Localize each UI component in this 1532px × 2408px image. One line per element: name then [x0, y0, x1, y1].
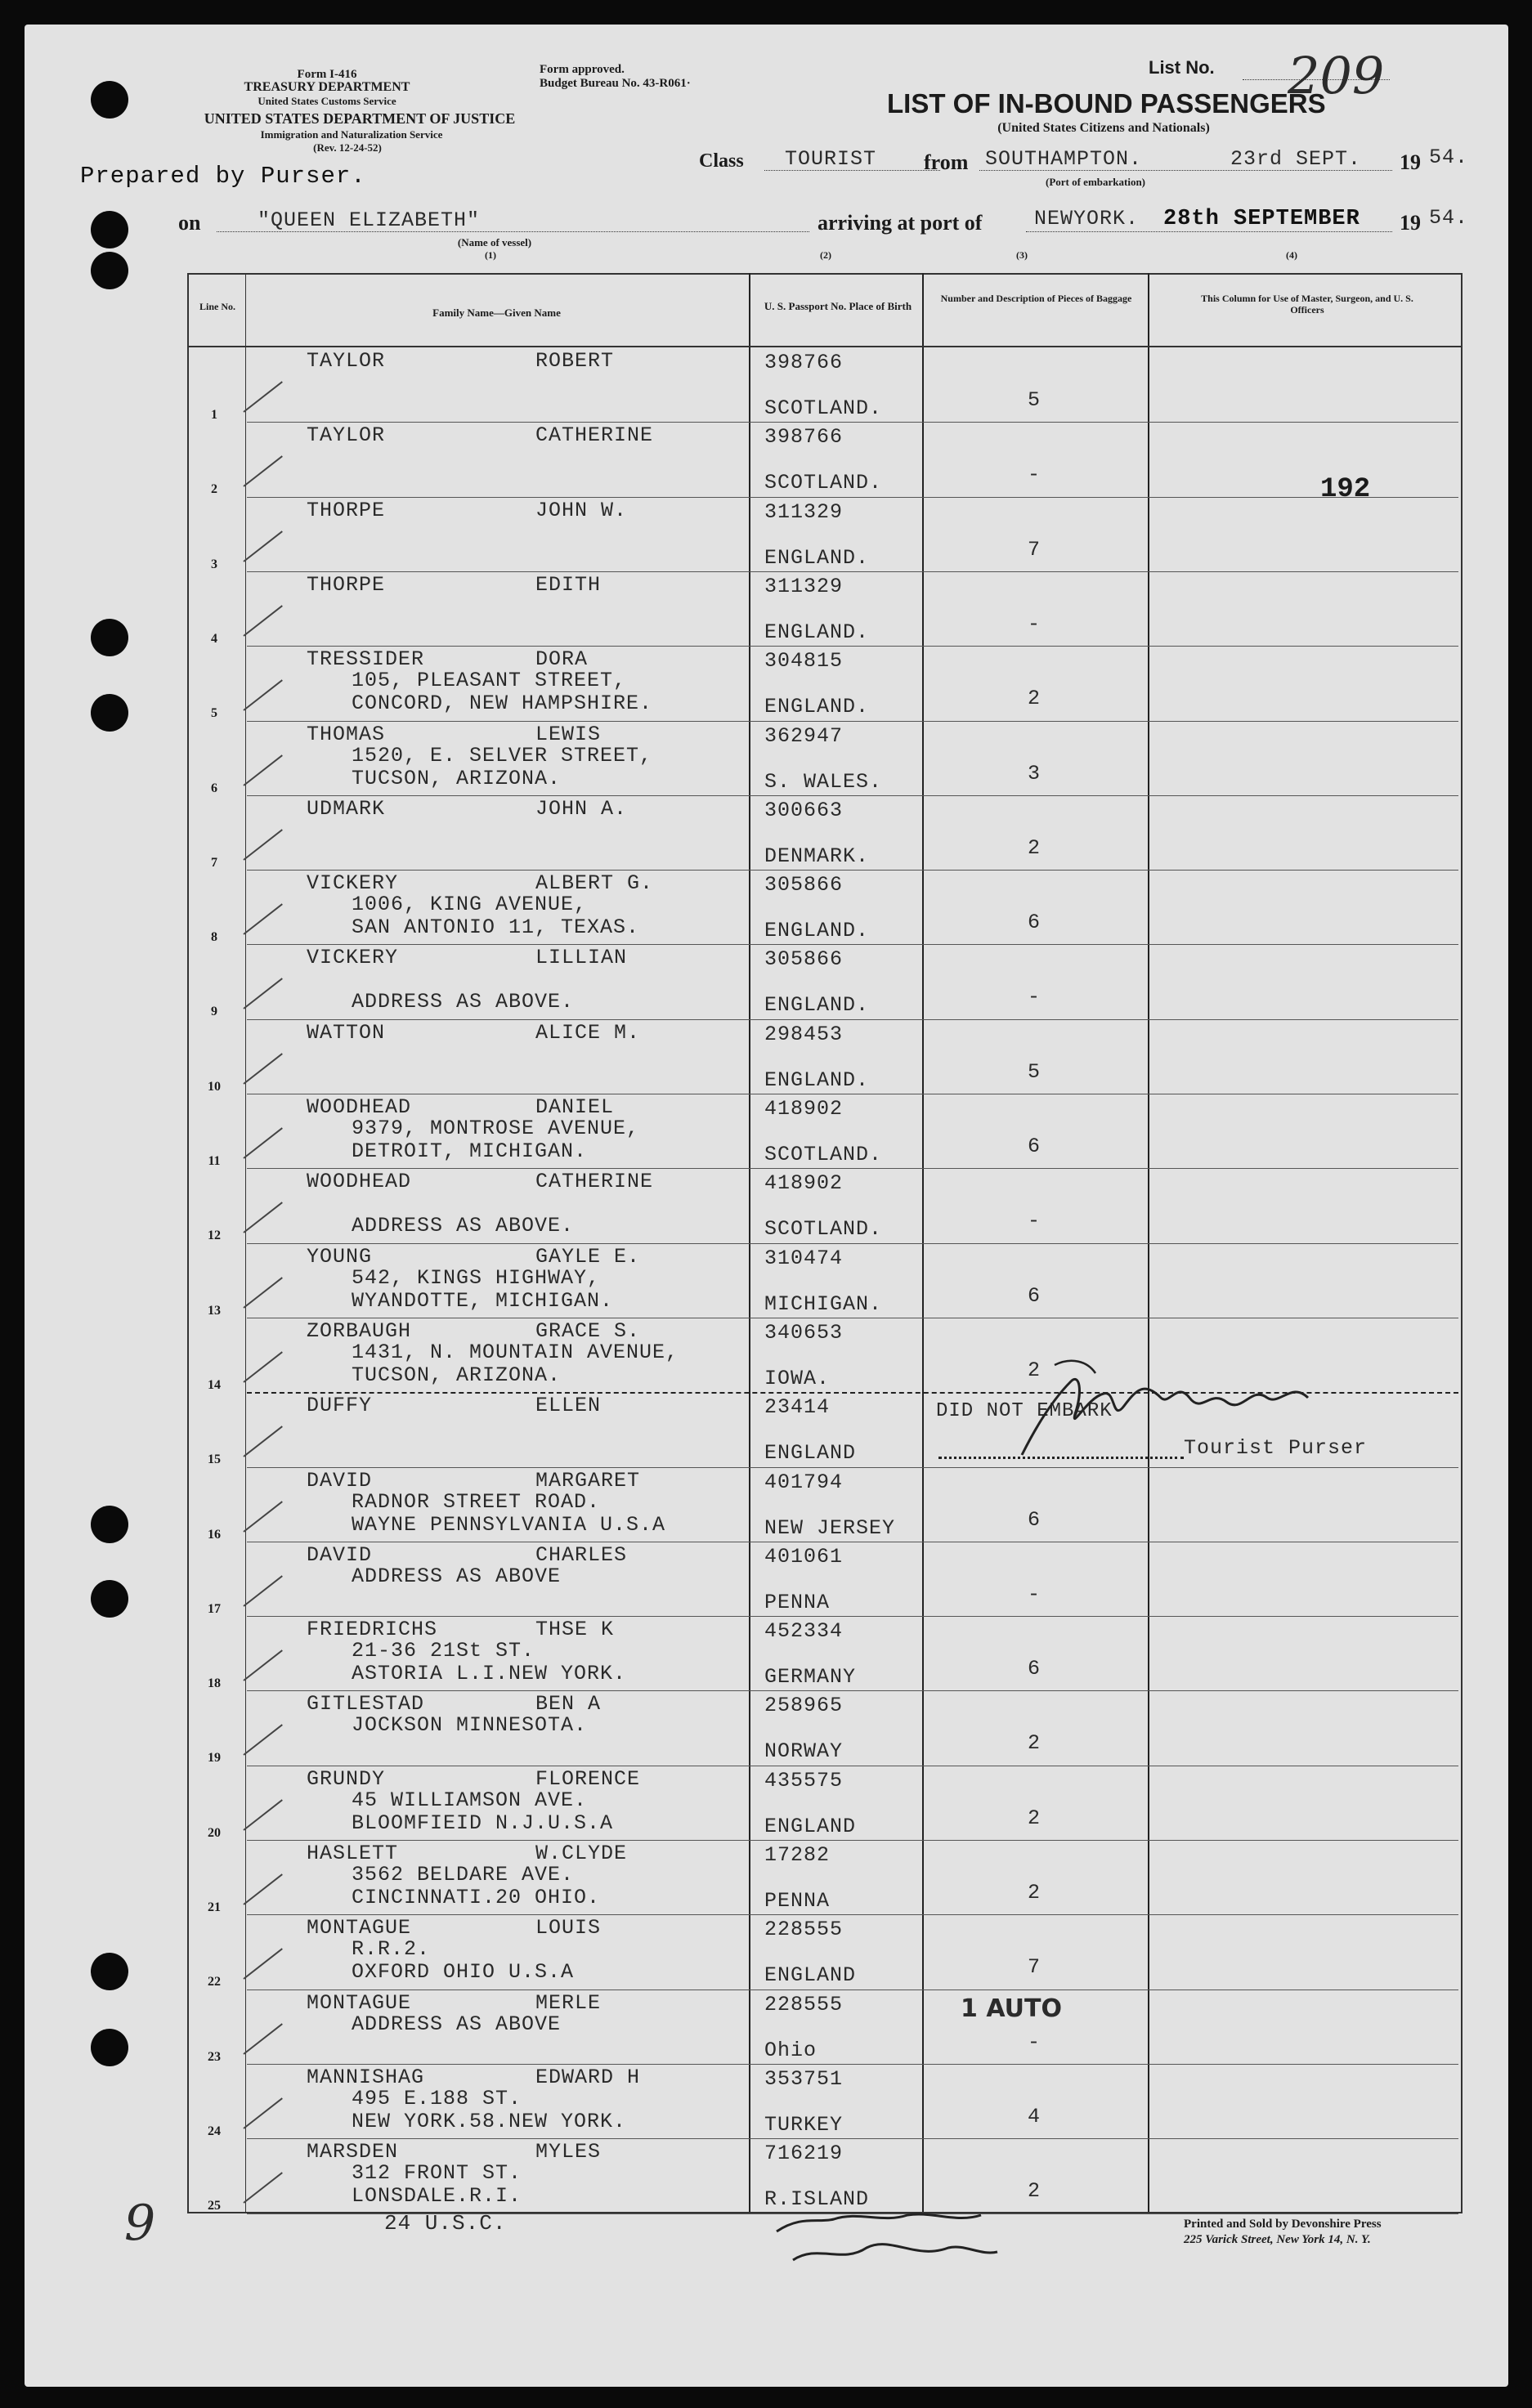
departure-date: 23rd SEPT.: [1230, 147, 1362, 171]
row-separator: [247, 497, 1458, 498]
passport-number: 401061: [764, 1544, 844, 1569]
budget-bureau: Budget Bureau No. 43-R061·: [540, 77, 691, 90]
baggage-count: 2: [1027, 2179, 1041, 2204]
family-name: THORPE: [307, 498, 386, 522]
passport-number: 17282: [764, 1843, 831, 1867]
document-title: LIST OF IN-BOUND PASSENGERS: [887, 88, 1326, 119]
binder-hole-icon: [91, 1506, 128, 1543]
passport-number: 311329: [764, 574, 844, 598]
given-name: CATHERINE: [535, 423, 654, 448]
baggage-count: 6: [1027, 1507, 1041, 1532]
ins-service: Immigration and Naturalization Service: [260, 128, 443, 141]
address-line-1: 105, PLEASANT STREET,: [352, 669, 627, 693]
col-header-baggage: Number and Description of Pieces of Baggage: [940, 293, 1132, 304]
address-line-1: 1431, N. MOUNTAIN AVENUE,: [352, 1340, 679, 1364]
place-of-birth: ENGLAND.: [764, 919, 870, 943]
given-name: BEN A: [535, 1692, 602, 1716]
class-label: Class: [699, 150, 744, 172]
line-number: 2: [211, 482, 217, 497]
address-line-2: TUCSON, ARIZONA.: [352, 766, 562, 790]
did-not-embark: DID NOT EMBARK: [936, 1400, 1113, 1422]
line-number: 20: [208, 1825, 221, 1840]
line-number: 8: [211, 930, 217, 945]
row-separator: [247, 944, 1458, 945]
address-line-2: LONSDALE.R.I.: [352, 2184, 522, 2209]
printer-line2: 225 Varick Street, New York 14, N. Y.: [1184, 2233, 1371, 2246]
revision-date: (Rev. 12-24-52): [313, 141, 382, 154]
baggage-count: 7: [1027, 1955, 1041, 1980]
binder-hole-icon: [91, 619, 128, 656]
given-name: ROBERT: [535, 349, 615, 373]
passport-number: 340653: [764, 1320, 844, 1345]
baggage-count: 2: [1027, 1731, 1041, 1756]
place-of-birth: ENGLAND.: [764, 695, 870, 719]
address-line-1: RADNOR STREET ROAD.: [352, 1489, 601, 1514]
baggage-count: 2: [1027, 1358, 1041, 1382]
row-separator: [247, 1690, 1458, 1691]
address-line-2: ADDRESS AS ABOVE.: [352, 990, 575, 1014]
place-of-birth: ENGLAND.: [764, 1067, 870, 1092]
passport-number: 304815: [764, 649, 844, 674]
family-name: UDMARK: [307, 796, 386, 821]
given-name: EDITH: [535, 572, 602, 597]
address-line-2: CONCORD, NEW HAMPSHIRE.: [352, 692, 653, 716]
address-line-2: BLOOMFIEID N.J.U.S.A: [352, 1810, 614, 1835]
arrival-year-prefix: 19: [1400, 211, 1421, 235]
address-line-2: OXFORD OHIO U.S.A: [352, 1960, 575, 1985]
auto-note: 1 AUTO: [961, 1994, 1062, 2023]
printer-line1: Printed and Sold by Devonshire Press: [1184, 2218, 1382, 2231]
row-separator: [247, 1914, 1458, 1915]
binder-hole-icon: [91, 1580, 128, 1618]
given-name: LOUIS: [535, 1916, 602, 1940]
family-name: TRESSIDER: [307, 647, 425, 672]
family-name: GRUNDY: [307, 1766, 386, 1791]
place-of-birth: R.ISLAND: [764, 2187, 870, 2212]
baggage-count: 2: [1027, 1881, 1041, 1904]
customs-service: United States Customs Service: [258, 95, 396, 107]
place-of-birth: PENNA: [764, 1590, 831, 1614]
address-line-1: 1006, KING AVENUE,: [352, 893, 588, 917]
form-approved: Form approved.: [540, 63, 625, 76]
place-of-birth: ENGLAND.: [764, 993, 870, 1018]
passport-number: 398766: [764, 351, 844, 374]
family-name: WOODHEAD: [307, 1095, 412, 1119]
passport-number: 258965: [764, 1694, 844, 1718]
passport-number: 418902: [764, 1097, 844, 1121]
line-number: 6: [211, 781, 217, 795]
family-name: ZORBAUGH: [307, 1318, 412, 1343]
passport-number: 716219: [764, 2142, 844, 2166]
given-name: MERLE: [535, 1990, 602, 2015]
place-of-birth: SCOTLAND.: [764, 1143, 883, 1166]
family-name: YOUNG: [307, 1244, 373, 1269]
given-name: JOHN A.: [535, 796, 628, 821]
baggage-count: -: [1027, 463, 1041, 487]
family-name: MONTAGUE: [307, 1990, 412, 2015]
baggage-count: 2: [1027, 1806, 1041, 1830]
address-line-1: 312 FRONT ST.: [352, 2161, 522, 2186]
address-line-2: ASTORIA L.I.NEW YORK.: [352, 1662, 627, 1686]
given-name: DORA: [535, 647, 589, 672]
baggage-count: 5: [1027, 388, 1041, 412]
prepared-by: Prepared by Purser.: [80, 163, 366, 190]
passport-number: 452334: [764, 1619, 844, 1644]
line-number: 17: [208, 1601, 221, 1616]
family-name: DAVID: [307, 1468, 373, 1493]
given-name: DANIEL: [535, 1095, 615, 1119]
header-row-border: [187, 346, 1461, 347]
row-separator: [247, 870, 1458, 871]
place-of-birth: Ohio: [764, 2038, 818, 2062]
passport-number: 300663: [764, 798, 844, 822]
address-line-1: 542, KINGS HIGHWAY,: [352, 1265, 601, 1290]
line-number: 10: [208, 1079, 221, 1094]
place-of-birth: ENGLAND: [764, 1963, 857, 1988]
given-name: ELLEN: [535, 1394, 602, 1418]
col2-note: (2): [820, 249, 831, 261]
place-of-birth: DENMARK.: [764, 844, 870, 868]
line-number: 19: [208, 1751, 221, 1766]
on-label: on: [178, 211, 201, 235]
address-line-2: ADDRESS AS ABOVE.: [352, 1214, 575, 1238]
given-name: JOHN W.: [535, 498, 628, 522]
family-name: MARSDEN: [307, 2140, 399, 2164]
row-separator: [247, 1168, 1458, 1169]
line-number: 5: [211, 706, 217, 721]
line-number: 13: [208, 1303, 221, 1318]
given-name: EDWARD H: [535, 2065, 641, 2089]
row-separator: [247, 1243, 1458, 1244]
given-name: GRACE S.: [535, 1318, 641, 1343]
port-embark-note: (Port of embarkation): [1045, 176, 1146, 188]
line-number: 9: [211, 1005, 217, 1019]
given-name: FLORENCE: [535, 1766, 641, 1791]
line-number: 14: [208, 1377, 221, 1392]
row-separator: [247, 795, 1458, 796]
passport-number: 353751: [764, 2066, 844, 2091]
binder-hole-icon: [91, 81, 128, 119]
address-line-1: 3562 BELDARE AVE.: [352, 1863, 575, 1887]
address-line-2: TUCSON, ARIZONA.: [352, 1363, 562, 1387]
list-no-label: List No.: [1149, 57, 1215, 78]
line-number: 16: [208, 1527, 221, 1542]
baggage-count: 2: [1027, 687, 1041, 711]
row-separator: [247, 2064, 1458, 2065]
passport-number: 305866: [764, 873, 844, 897]
family-name: MONTAGUE: [307, 1916, 412, 1940]
family-name: WOODHEAD: [307, 1170, 412, 1194]
arrival-port: NEWYORK.: [1034, 207, 1140, 231]
baggage-count: 5: [1027, 1059, 1041, 1084]
baggage-count: 6: [1027, 1283, 1041, 1308]
place-of-birth: SCOTLAND.: [764, 471, 883, 495]
row-separator: [247, 571, 1458, 572]
line-number: 24: [208, 2124, 221, 2138]
col-divider: [245, 273, 246, 2212]
justice-dept: UNITED STATES DEPARTMENT OF JUSTICE: [204, 110, 516, 127]
row-separator: [247, 646, 1458, 647]
baggage-count: -: [1027, 1582, 1041, 1606]
given-name: CHARLES: [535, 1542, 628, 1567]
family-name: THORPE: [307, 572, 386, 597]
row-separator: [247, 1616, 1458, 1617]
place-of-birth: IOWA.: [764, 1366, 831, 1390]
baggage-count: 6: [1027, 1135, 1041, 1158]
passport-number: 310474: [764, 1246, 844, 1270]
line-number: 22: [208, 1975, 221, 1990]
binder-hole-icon: [91, 252, 128, 289]
address-line-2: WYANDOTTE, MICHIGAN.: [352, 1288, 614, 1313]
passport-number: 23414: [764, 1395, 831, 1420]
purser-signature: [1006, 1349, 1333, 1471]
passport-number: 305866: [764, 947, 844, 972]
purser-title: Tourist Purser: [1184, 1436, 1368, 1460]
address-line-1: 1520, E. SELVER STREET,: [352, 743, 653, 768]
baggage-count: -: [1027, 985, 1041, 1009]
address-line-1: JOCKSON MINNESOTA.: [352, 1713, 588, 1738]
col1-note: (1): [485, 249, 496, 261]
col-header-officers: This Column for Use of Master, Surgeon, and U. S. Officers: [1201, 293, 1413, 316]
passport-number: 418902: [764, 1171, 844, 1196]
arriving-label: arriving at port of: [818, 211, 983, 235]
family-name: VICKERY: [307, 871, 399, 896]
usc-citation: 24 U.S.C.: [384, 2211, 507, 2236]
family-name: FRIEDRICHS: [307, 1618, 438, 1642]
baggage-count: 7: [1027, 537, 1041, 562]
line-number: 25: [208, 2199, 221, 2213]
address-line-2: SAN ANTONIO 11, TEXAS.: [352, 915, 640, 940]
passport-number: 228555: [764, 1918, 844, 1942]
passport-number: 398766: [764, 425, 844, 450]
treasury-dept: TREASURY DEPARTMENT: [244, 80, 410, 94]
row-separator: [247, 1840, 1458, 1841]
passport-number: 362947: [764, 723, 844, 748]
family-name: GITLESTAD: [307, 1692, 425, 1716]
place-of-birth: GERMANY: [764, 1665, 857, 1690]
address-line-2: CINCINNATI.20 OHIO.: [352, 1886, 601, 1909]
col4-note: (4): [1286, 249, 1297, 261]
line-number: 7: [211, 855, 217, 870]
col-header-passport: U. S. Passport No. Place of Birth: [764, 300, 912, 312]
baggage-count: 2: [1027, 835, 1041, 860]
departure-year-prefix: 19: [1400, 150, 1421, 174]
baggage-count: 4: [1027, 2104, 1041, 2128]
list-number: 209: [1288, 46, 1385, 105]
family-name: TAYLOR: [307, 423, 386, 448]
line-number: 3: [211, 557, 217, 571]
place-of-birth: ENGLAND.: [764, 545, 870, 570]
given-name: THSE K: [535, 1618, 615, 1642]
row-separator: [247, 2138, 1458, 2139]
departure-year: 54.: [1429, 145, 1469, 169]
address-line-1: ADDRESS AS ABOVE: [352, 2012, 562, 2036]
family-name: DUFFY: [307, 1394, 373, 1418]
document-subtitle: (United States Citizens and Nationals): [997, 121, 1210, 135]
vessel-name: "QUEEN ELIZABETH": [258, 208, 481, 232]
family-name: MANNISHAG: [307, 2065, 425, 2089]
row-separator: [247, 721, 1458, 722]
passport-number: 311329: [764, 499, 844, 524]
place-of-birth: ENGLAND: [764, 1441, 857, 1466]
place-of-birth: S. WALES.: [764, 769, 883, 794]
baggage-count: 3: [1027, 761, 1041, 786]
binder-hole-icon: [91, 211, 128, 248]
line-number: 1: [211, 408, 217, 422]
row-separator: [247, 422, 1458, 423]
place-of-birth: MICHIGAN.: [764, 1291, 883, 1316]
col3-note: (3): [1016, 249, 1028, 261]
arrival-underline: [1026, 231, 1392, 232]
given-name: W.CLYDE: [535, 1842, 628, 1865]
baggage-count: -: [1027, 611, 1041, 636]
col-header-name: Family Name—Given Name: [432, 307, 561, 319]
col-header-line: Line No.: [199, 301, 235, 312]
address-line-1: 45 WILLIAMSON AVE.: [352, 1788, 588, 1812]
address-line-1: 21-36 21St ST.: [352, 1639, 535, 1663]
form-id: Form I-416: [297, 68, 357, 81]
family-name: VICKERY: [307, 946, 399, 970]
line-number: 21: [208, 1900, 221, 1914]
line-number: 4: [211, 631, 217, 646]
clerk-signature: [768, 2199, 1014, 2272]
arrival-year: 54.: [1429, 206, 1469, 230]
place-of-birth: ENGLAND.: [764, 620, 870, 644]
binder-hole-icon: [91, 694, 128, 732]
family-name: TAYLOR: [307, 349, 386, 373]
officer-number: 192: [1320, 474, 1371, 505]
given-name: GAYLE E.: [535, 1244, 641, 1269]
place-of-birth: PENNA: [764, 1889, 831, 1913]
page-number: 9: [124, 2195, 156, 2252]
family-name: THOMAS: [307, 722, 386, 746]
line-number: 11: [208, 1154, 221, 1168]
family-name: DAVID: [307, 1542, 373, 1567]
line-number: 23: [208, 2049, 221, 2064]
arrival-date: 28th SEPTEMBER: [1163, 207, 1360, 231]
baggage-count: 6: [1027, 1657, 1041, 1681]
family-name: HASLETT: [307, 1842, 399, 1865]
address-line-2: DETROIT, MICHIGAN.: [352, 1139, 588, 1163]
address-line-1: ADDRESS AS ABOVE: [352, 1564, 562, 1588]
given-name: LILLIAN: [535, 946, 628, 970]
baggage-count: 6: [1027, 911, 1041, 935]
passport-number: 401794: [764, 1470, 844, 1494]
given-name: LEWIS: [535, 722, 602, 746]
given-name: ALICE M.: [535, 1020, 641, 1045]
place-of-birth: SCOTLAND.: [764, 1217, 883, 1242]
line-number: 18: [208, 1676, 221, 1691]
family-name: WATTON: [307, 1020, 386, 1045]
binder-hole-icon: [91, 2029, 128, 2066]
class-value: TOURIST: [785, 147, 877, 171]
passport-number: 228555: [764, 1992, 844, 2016]
binder-hole-icon: [91, 1953, 128, 1990]
passport-number: 435575: [764, 1768, 844, 1793]
place-of-birth: NEW JERSEY: [764, 1515, 896, 1540]
line-number: 15: [208, 1452, 221, 1467]
vessel-note: (Name of vessel): [457, 236, 532, 248]
given-name: MARGARET: [535, 1468, 641, 1493]
passport-number: 298453: [764, 1022, 844, 1046]
baggage-count: -: [1027, 2030, 1041, 2054]
address-line-1: R.R.2.: [352, 1937, 431, 1962]
address-line-2: WAYNE PENNSYLVANIA U.S.A: [352, 1512, 666, 1537]
address-line-2: NEW YORK.58.NEW YORK.: [352, 2109, 627, 2133]
given-name: ALBERT G.: [535, 871, 654, 896]
given-name: CATHERINE: [535, 1170, 654, 1194]
place-of-birth: NORWAY: [764, 1739, 844, 1764]
place-of-birth: TURKEY: [764, 2112, 844, 2137]
line-number: 12: [208, 1229, 221, 1243]
row-separator: [247, 1019, 1458, 1020]
given-name: MYLES: [535, 2140, 602, 2164]
place-of-birth: ENGLAND: [764, 1814, 857, 1838]
address-line-1: 9379, MONTROSE AVENUE,: [352, 1117, 640, 1140]
baggage-count: -: [1027, 1209, 1041, 1233]
address-line-1: 495 E.188 ST.: [352, 2086, 522, 2110]
embark-port: SOUTHAMPTON.: [985, 147, 1143, 171]
place-of-birth: SCOTLAND.: [764, 396, 883, 420]
from-label: from: [924, 150, 969, 174]
